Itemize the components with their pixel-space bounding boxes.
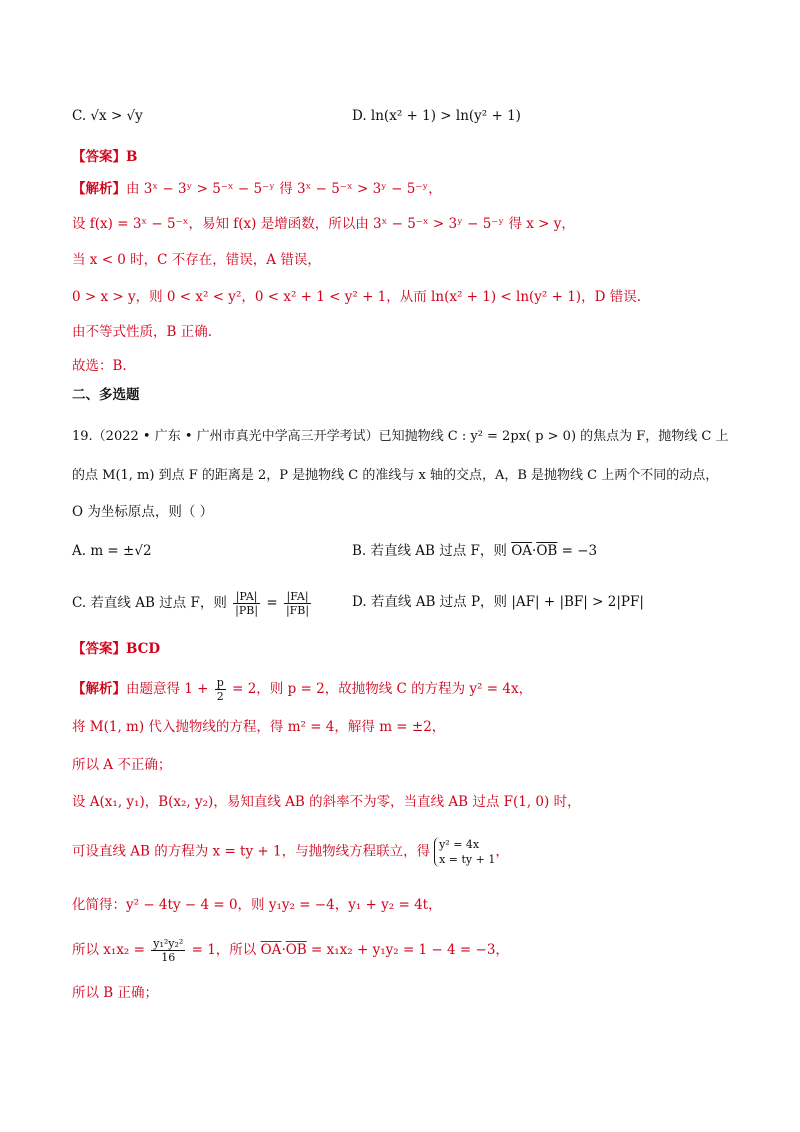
- denominator: |PB|: [235, 604, 259, 617]
- denominator: 16: [161, 951, 176, 964]
- equation-row-1: y² = 4x: [439, 838, 480, 851]
- analysis-line-21: 化简得：y² − 4ty − 4 = 0，则 y₁y₂ = −4，y₁ + y₂ = 4t，: [72, 897, 442, 913]
- analysis-text: 由 3ˣ − 3ʸ > 5⁻ˣ − 5⁻ʸ 得 3ˣ − 5⁻ˣ > 3ʸ − 5⁻ʸ，: [126, 181, 442, 197]
- answer-tag: 【答案】: [72, 149, 126, 165]
- analysis-line-18: 所以 A 不正确；: [72, 757, 172, 773]
- analysis-line-17: 将 M(1, m) 代入抛物线的方程，得 m² = 4，解得 m = ±2，: [72, 719, 446, 735]
- analysis-line-6a: 0 > x > y，则 0 < x² < y²，0 < x² + 1 < y² + 1，: [72, 289, 400, 305]
- section-heading: 二、多选题: [72, 387, 140, 403]
- option-c-prev: C. √x > √y: [72, 108, 143, 124]
- analysis-2: [72, 676, 532, 703]
- dot: ·: [281, 942, 286, 958]
- equation-system: [434, 837, 495, 867]
- analysis-line-22: [72, 937, 509, 964]
- analysis-line-20-pre: 可设直线 AB 的方程为 x = ty + 1，与抛物线方程联立，得: [72, 843, 431, 860]
- option-c-pre: C. 若直线 AB 过点 F，则: [72, 595, 232, 611]
- question-19-line3: O 为坐标原点，则（ ）: [72, 504, 214, 520]
- analysis-line-22-mid: = 1，所以: [187, 942, 261, 958]
- equals: =: [262, 595, 282, 611]
- analysis-tag: 【解析】: [72, 181, 126, 197]
- analysis-line-20: [72, 837, 509, 867]
- denominator: 2: [216, 690, 224, 703]
- vector-oa: $\overline{OA}$: [511, 543, 533, 559]
- analysis-line-6: [72, 287, 641, 307]
- option-c: [72, 590, 313, 617]
- vector-ob: $\overline{OB}$: [285, 942, 307, 958]
- numerator: p: [216, 676, 224, 689]
- analysis-post: = 2，则 p = 2，故抛物线 C 的方程为 y² = 4x，: [227, 681, 533, 697]
- fraction-fa-fb: [284, 590, 311, 617]
- equation-row-2: x = ty + 1: [439, 853, 496, 866]
- option-a: A. m = ±√2: [72, 543, 152, 559]
- analysis-line-6b: 从而 ln(x² + 1) < ln(y² + 1)，D 错误.: [399, 289, 641, 305]
- analysis-1: [72, 179, 442, 199]
- question-19-line1: 19.（2022 • 广东 • 广州市真光中学高三开学考试）已知抛物线 C : y² = 2px( p > 0) 的焦点为 F，抛物线 C 上: [72, 429, 729, 444]
- answer-tag: 【答案】: [72, 641, 126, 657]
- option-b-pre: B. 若直线 AB 过点 F，则: [352, 543, 512, 559]
- numerator: |PA|: [233, 590, 260, 604]
- answer-value: B: [126, 149, 138, 165]
- analysis-line-7: 由不等式性质，B 正确.: [72, 324, 213, 340]
- analysis-line-22-pre: 所以 x₁x₂ =: [72, 942, 150, 958]
- vector-oa: $\overline{OA}$: [260, 942, 282, 958]
- fraction-p-2: [215, 676, 226, 703]
- dot: ·: [532, 543, 537, 559]
- option-b-post: = −3: [557, 543, 598, 559]
- analysis-line-8: 故选：B.: [72, 358, 127, 374]
- analysis-line-22-post: = x₁x₂ + y₁y₂ = 1 − 4 = −3，: [306, 942, 509, 958]
- option-d-prev: D. ln(x² + 1) > ln(y² + 1): [352, 108, 521, 124]
- answer-1: [72, 147, 137, 167]
- analysis-line-5: 当 x < 0 时，C 不存在，错误，A 错误，: [72, 252, 321, 268]
- analysis-line-19: 设 A(x₁, y₁)，B(x₂, y₂)，易知直线 AB 的斜率不为零，当直线 AB 过点 F(1, 0) 时，: [72, 794, 581, 810]
- denominator: |FB|: [285, 604, 310, 617]
- analysis-line-4: 设 f(x) = 3ˣ − 5⁻ˣ，易知 f(x) 是增函数，所以由 3ˣ − 5⁻ˣ > 3ʸ − 5⁻ʸ 得 x > y，: [72, 216, 575, 232]
- fraction-y1y2-16: [151, 937, 185, 964]
- question-19-line2: 的点 M(1, m) 到点 F 的距离是 2，P 是抛物线 C 的准线与 x 轴的交点，A，B 是抛物线 C 上两个不同的动点，: [72, 468, 719, 483]
- analysis-line-23: 所以 B 正确；: [72, 985, 159, 1001]
- option-b: [352, 541, 597, 561]
- analysis-line-20-post: ，: [495, 843, 509, 860]
- option-d: D. 若直线 AB 过点 P，则 |AF| + |BF| > 2|PF|: [352, 594, 644, 610]
- answer-2: [72, 639, 160, 659]
- fraction-pa-pb: [233, 590, 260, 617]
- numerator: y₁²y₂²: [153, 937, 184, 950]
- vector-ob: $\overline{OB}$: [536, 543, 558, 559]
- analysis-tag: 【解析】: [72, 681, 126, 697]
- numerator: |FA|: [284, 590, 311, 604]
- answer-value: BCD: [126, 641, 161, 657]
- analysis-pre: 由题意得 1 +: [126, 681, 213, 697]
